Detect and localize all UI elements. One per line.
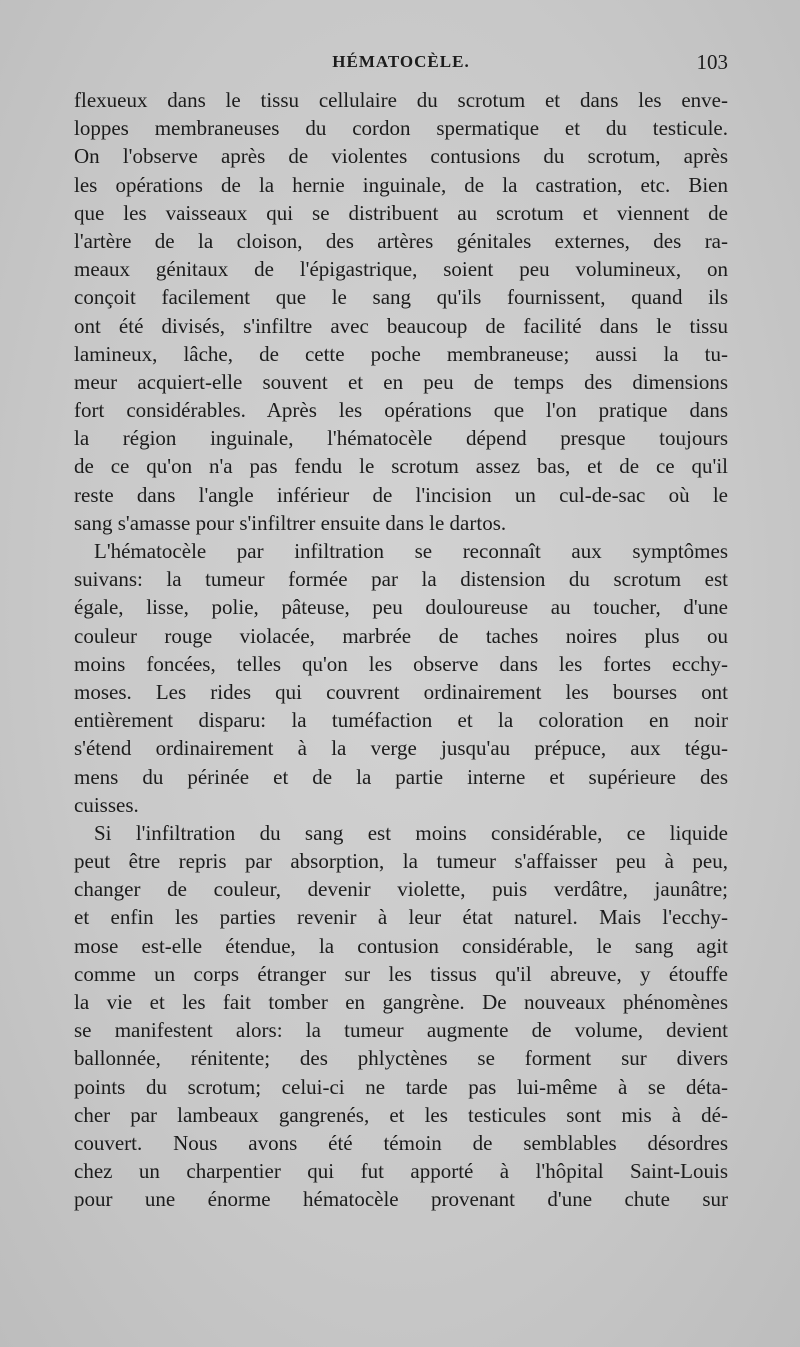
text-line: moses. Les rides qui couvrent ordinairement les bourses ont	[74, 679, 728, 704]
text-line: mose est-elle étendue, la contusion considérable, le sang agit	[74, 933, 728, 958]
page-header	[74, 50, 728, 80]
text-line: couleur rouge violacée, marbrée de taches noires plus ou	[74, 623, 728, 648]
text-line: flexueux dans le tissu cellulaire du scrotum et dans les enve-	[74, 88, 728, 112]
running-title: HÉMATOCÈLE.	[332, 52, 470, 71]
text-line: meaux génitaux de l'épigastrique, soient peu volumineux, on	[74, 257, 728, 282]
text-line: ont été divisés, s'infiltre avec beaucoup de facilité dans le tissu	[74, 313, 728, 338]
text-line: cuisses.	[74, 792, 139, 817]
text-line: Si l'infiltration du sang est moins considérable, ce liquide	[94, 820, 728, 845]
text-line: la vie et les fait tomber en gangrène. De nouveaux phénomènes	[74, 990, 728, 1014]
body-text	[74, 86, 728, 1214]
text-line: points du scrotum; celui-ci ne tarde pas lui-même à se déta-	[74, 1074, 728, 1099]
text-line: la région inguinale, l'hématocèle dépend presque toujours	[74, 426, 728, 451]
text-line: comme un corps étranger sur les tissus qu'il abreuve, y étouffe	[74, 961, 728, 986]
text-line: l'artère de la cloison, des artères génitales externes, des ra-	[74, 228, 728, 253]
text-line: entièrement disparu: la tuméfaction et la coloration en noir	[74, 708, 728, 733]
text-line: s'étend ordinairement à la verge jusqu'au prépuce, aux tégu-	[74, 736, 728, 761]
text-line: couvert. Nous avons été témoin de semblables désordres	[74, 1130, 728, 1155]
text-line: sang s'amasse pour s'infiltrer ensuite dans le dartos.	[74, 510, 507, 535]
text-line: L'hématocèle par infiltration se reconnaît aux symptômes	[94, 539, 728, 563]
text-line: et enfin les parties revenir à leur état naturel. Mais l'ecchy-	[74, 905, 728, 930]
text-line: conçoit facilement que le sang qu'ils fournissent, quand ils	[74, 285, 728, 310]
text-line: chez un charpentier qui fut apporté à l'hôpital Saint-Louis	[74, 1159, 728, 1184]
text-line: de ce qu'on n'a pas fendu le scrotum assez bas, et de ce qu'il	[74, 454, 728, 479]
text-line: moins foncées, telles qu'on les observe dans les fortes ecchy-	[74, 651, 728, 676]
page-number: 103	[696, 50, 728, 74]
text-line: égale, lisse, polie, pâteuse, peu douloureuse au toucher, d'une	[74, 595, 728, 620]
text-line: que les vaisseaux qui se distribuent au scrotum et viennent de	[74, 200, 728, 225]
text-line: cher par lambeaux gangrenés, et les testicules sont mis à dé-	[74, 1102, 728, 1127]
text-line: pour une énorme hématocèle provenant d'une chute sur	[74, 1187, 728, 1212]
text-line: suivans: la tumeur formée par la distension du scrotum est	[74, 567, 728, 592]
text-line: ballonnée, rénitente; des phlyctènes se forment sur divers	[74, 1046, 728, 1071]
text-line: loppes membraneuses du cordon spermatique et du testicule.	[74, 116, 728, 141]
text-line: se manifestent alors: la tumeur augmente de volume, devient	[74, 1018, 728, 1043]
text-line: les opérations de la hernie inguinale, de la castration, etc. Bien	[74, 172, 728, 197]
text-line: changer de couleur, devenir violette, puis verdâtre, jaunâtre;	[74, 877, 728, 902]
text-line: peut être repris par absorption, la tumeur s'affaisser peu à peu,	[74, 849, 728, 874]
text-line: On l'observe après de violentes contusions du scrotum, après	[74, 144, 728, 169]
text-line: mens du périnée et de la partie interne et supérieure des	[74, 764, 728, 789]
text-line: fort considérables. Après les opérations que l'on pratique dans	[74, 398, 728, 423]
text-line: reste dans l'angle inférieur de l'incision un cul-de-sac où le	[74, 482, 728, 507]
text-line: lamineux, lâche, de cette poche membraneuse; aussi la tu-	[74, 341, 728, 366]
text-line: meur acquiert-elle souvent et en peu de temps des dimensions	[74, 369, 728, 394]
